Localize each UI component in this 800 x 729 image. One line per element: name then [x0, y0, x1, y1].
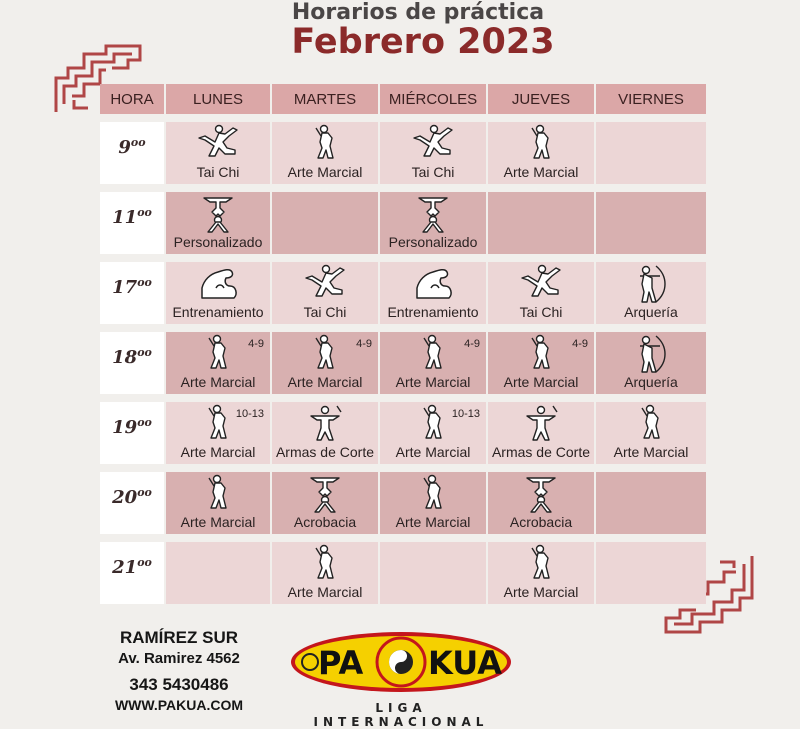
activity-label: Entrenamiento — [387, 304, 479, 320]
class-cell-lunes — [164, 122, 270, 184]
activity-label: Arte Marcial — [395, 444, 471, 460]
age-range-label: 10-13 — [451, 408, 480, 420]
class-cell-lunes — [164, 192, 270, 254]
branch-phone: 343 5430486 — [129, 675, 229, 694]
hour-cell — [100, 192, 164, 254]
activity-label: Tai Chi — [411, 164, 455, 180]
acrobatics-icon — [272, 474, 378, 519]
hour-cell — [100, 542, 164, 604]
hour-cell — [100, 262, 164, 324]
class-cell-martes — [270, 122, 378, 184]
class-cell-viernes — [594, 332, 706, 394]
martial-arts-icon — [488, 544, 594, 587]
class-cell-martes — [270, 192, 378, 254]
class-cell-viernes — [594, 402, 706, 464]
class-cell-viernes — [594, 472, 706, 534]
activity-label: Arte Marcial — [503, 374, 579, 390]
age-range-label: 4-9 — [572, 338, 588, 350]
hour-cell — [100, 402, 164, 464]
activity-label: Personalizado — [388, 234, 478, 250]
activity-label: Acrobacia — [293, 514, 357, 530]
sword-icon — [488, 404, 594, 449]
schedule-row — [100, 192, 706, 254]
class-cell-lunes — [164, 262, 270, 324]
class-cell-martes — [270, 472, 378, 534]
class-cell-lunes — [164, 542, 270, 604]
activity-label: Arte Marcial — [395, 374, 471, 390]
age-range-label: 4-9 — [464, 338, 480, 350]
class-cell-jueves — [486, 122, 594, 184]
hour-label: $21^{oo}$ — [112, 556, 152, 578]
column-header-miercoles: MIÉRCOLES — [378, 84, 486, 114]
sword-icon — [272, 404, 378, 449]
column-header-hora: HORA — [100, 84, 164, 114]
activity-label: Tai Chi — [196, 164, 240, 180]
branch-address: Av. Ramirez 4562 — [118, 650, 240, 667]
hour-cell — [100, 122, 164, 184]
class-cell-viernes — [594, 122, 706, 184]
martial-arts-icon — [272, 544, 378, 587]
page-title: Horarios de práctica — [291, 0, 545, 25]
age-range-label: 4-9 — [356, 338, 372, 350]
tai-chi-icon — [380, 124, 486, 165]
column-header-viernes: VIERNES — [594, 84, 706, 114]
class-cell-viernes — [594, 192, 706, 254]
activity-label: Armas de Corte — [491, 444, 591, 460]
age-range-label: 10-13 — [235, 408, 264, 420]
tai-chi-icon — [166, 124, 270, 165]
activity-label: Arte Marcial — [613, 444, 689, 460]
acrobatics-icon — [488, 474, 594, 519]
acrobatics-icon — [166, 194, 270, 239]
schedule-row — [100, 542, 706, 604]
class-cell-miercoles — [378, 542, 486, 604]
age-range-label: 4-9 — [248, 338, 264, 350]
hour-label: $17^{oo}$ — [112, 276, 152, 298]
hour-label: $18^{oo}$ — [112, 346, 152, 368]
activity-label: Arte Marcial — [287, 164, 363, 180]
activity-label: Armas de Corte — [275, 444, 375, 460]
schedule-row — [100, 262, 706, 324]
activity-label: Arte Marcial — [180, 444, 256, 460]
class-cell-lunes — [164, 402, 270, 464]
hour-cell — [100, 472, 164, 534]
schedule-row — [100, 122, 706, 184]
acrobatics-icon — [380, 194, 486, 239]
logo-kua-text: KUA — [428, 644, 502, 682]
activity-label: Personalizado — [173, 234, 263, 250]
class-cell-martes — [270, 332, 378, 394]
activity-label: Tai Chi — [519, 304, 563, 320]
hour-cell — [100, 332, 164, 394]
class-cell-jueves — [486, 542, 594, 604]
class-cell-lunes — [164, 472, 270, 534]
activity-label: Arquería — [624, 304, 678, 320]
class-cell-jueves — [486, 332, 594, 394]
activity-label: Entrenamiento — [172, 304, 264, 320]
tai-chi-icon — [272, 264, 378, 305]
pakua-logo — [288, 628, 514, 729]
schedule-row — [100, 402, 706, 464]
schedule-table — [100, 84, 706, 604]
activity-label: Arquería — [624, 374, 678, 390]
class-cell-jueves — [486, 472, 594, 534]
martial-arts-icon — [272, 124, 378, 167]
activity-label: Arte Marcial — [180, 514, 256, 530]
class-cell-jueves — [486, 262, 594, 324]
logo-pa-text: PA — [318, 644, 364, 682]
archer-icon — [596, 334, 706, 379]
archer-icon — [596, 264, 706, 309]
class-cell-jueves — [486, 192, 594, 254]
activity-label: Acrobacia — [509, 514, 573, 530]
hour-label: $11^{oo}$ — [112, 206, 152, 228]
hour-label: $19^{oo}$ — [112, 416, 152, 438]
contact-block — [104, 622, 254, 713]
martial-arts-icon — [488, 124, 594, 167]
class-cell-viernes — [594, 542, 706, 604]
flexed-arm-icon — [166, 264, 270, 307]
page-subtitle: Febrero 2023 — [291, 22, 555, 62]
schedule-row — [100, 332, 706, 394]
class-cell-miercoles — [378, 402, 486, 464]
activity-label: Arte Marcial — [180, 374, 256, 390]
activity-label: Arte Marcial — [503, 164, 579, 180]
column-header-lunes: LUNES — [164, 84, 270, 114]
website-link[interactable]: WWW.PAKUA.COM — [114, 697, 244, 713]
class-cell-miercoles — [378, 472, 486, 534]
activity-label: Arte Marcial — [287, 374, 363, 390]
martial-arts-icon — [380, 474, 486, 517]
class-cell-jueves — [486, 402, 594, 464]
branch-name: RAMÍREZ SUR — [119, 628, 239, 647]
activity-label: Tai Chi — [303, 304, 347, 320]
martial-arts-icon — [166, 474, 270, 517]
class-cell-miercoles — [378, 122, 486, 184]
martial-arts-icon — [596, 404, 706, 447]
activity-label: Arte Marcial — [503, 584, 579, 600]
class-cell-martes — [270, 542, 378, 604]
schedule-row — [100, 472, 706, 534]
column-header-martes: MARTES — [270, 84, 378, 114]
hour-label: $20^{oo}$ — [112, 486, 152, 508]
class-cell-lunes — [164, 332, 270, 394]
header-row — [100, 84, 706, 114]
column-header-jueves: JUEVES — [486, 84, 594, 114]
hour-label: $9^{oo}$ — [118, 136, 146, 158]
class-cell-miercoles — [378, 332, 486, 394]
activity-label: Arte Marcial — [287, 584, 363, 600]
class-cell-viernes — [594, 262, 706, 324]
activity-label: Arte Marcial — [395, 514, 471, 530]
class-cell-martes — [270, 402, 378, 464]
class-cell-miercoles — [378, 192, 486, 254]
flexed-arm-icon — [380, 264, 486, 307]
tai-chi-icon — [488, 264, 594, 305]
logo-tagline: LIGA INTERNACIONAL — [313, 701, 489, 729]
class-cell-martes — [270, 262, 378, 324]
class-cell-miercoles — [378, 262, 486, 324]
